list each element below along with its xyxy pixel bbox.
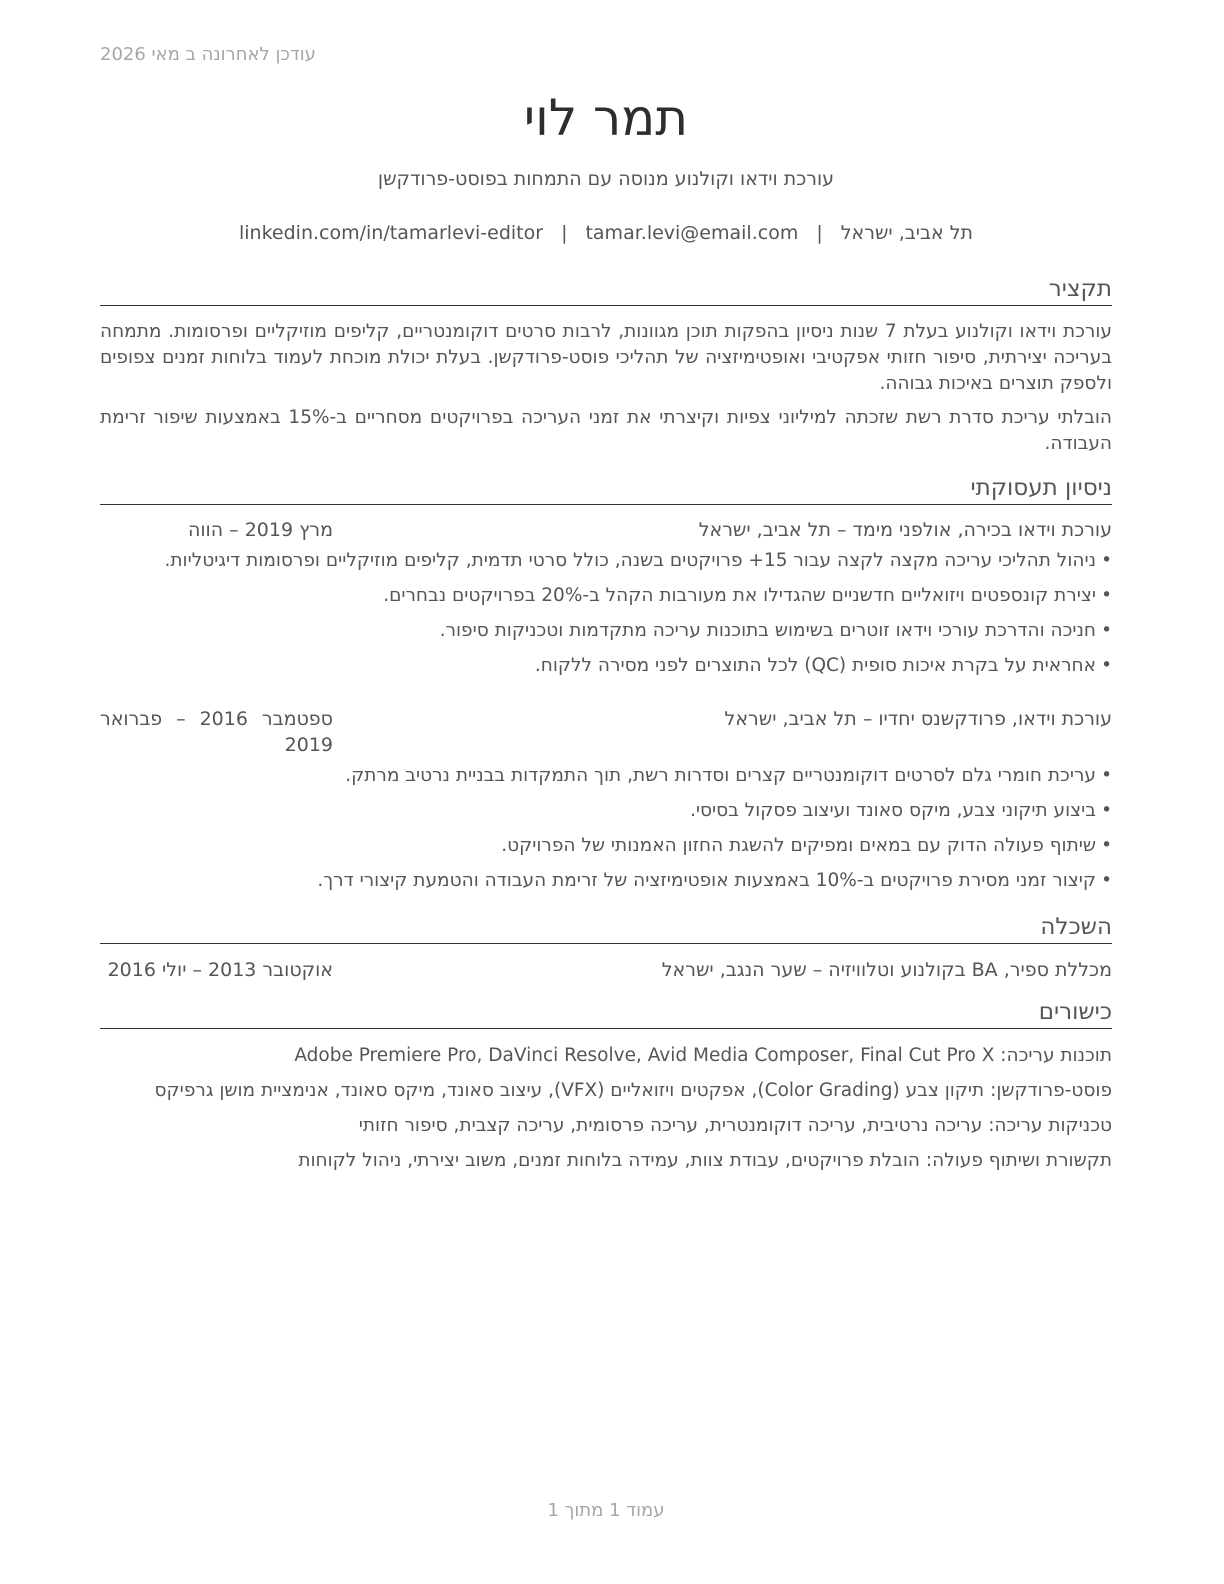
- section-title-skills: כישורים: [100, 997, 1112, 1029]
- page-number: עמוד 1 מתוך 1: [547, 1500, 665, 1521]
- bullet-text: חניכה והדרכת עורכי וידאו זוטרים בשימוש בתוכנות עריכה מתקדמות וטכניקות סיפור.: [439, 620, 1096, 641]
- job-dates: ספטמבר 2016 – פברואר 2019: [100, 708, 333, 756]
- bullet-text: קיצור זמני מסירת פרויקטים ב-10% באמצעות אופטימיזציה של זרימת העבודה והטמעת קיצורי דרך.: [317, 870, 1096, 891]
- contact-email[interactable]: tamar.levi@email.com: [585, 222, 799, 244]
- contact-separator: |: [816, 222, 823, 244]
- list-item: [100, 653, 1112, 688]
- bullet-text: ביצוע תיקוני צבע, מיקס סאונד ועיצוב פסקול בסיסי.: [689, 800, 1096, 821]
- contact-linkedin[interactable]: linkedin.com/in/tamarlevi-editor: [239, 222, 544, 244]
- job-title: עורכת וידאו, פרודקשנס יחדיו – תל אביב, ישראל: [724, 708, 1112, 730]
- candidate-tagline: עורכת וידאו וקולנוע מנוסה עם התמחות בפוסט-פרודקשן: [377, 168, 835, 190]
- section-title-experience: ניסיון תעסוקתי: [100, 473, 1112, 505]
- bullet-text: אחראית על בקרת איכות סופית (QC) לכל התוצרים לפני מסירה ללקוח.: [534, 655, 1096, 676]
- bullet-icon: •: [1101, 765, 1112, 786]
- list-item: [100, 583, 1112, 618]
- bullet-text: שיתוף פעולה הדוק עם במאים ומפיקים להשגת החזון האמנותי של הפרויקט.: [501, 835, 1096, 856]
- bullet-icon: •: [1101, 800, 1112, 821]
- job-bullets: [100, 763, 1112, 903]
- list-item: [100, 833, 1112, 868]
- list-item: [100, 868, 1112, 903]
- skills-row: תקשורת ושיתוף פעולה: הובלת פרויקטים, עבודת צוות, עמידה בלוחות זמנים, משוב יצירתי, ניהול לקוחות: [298, 1150, 1112, 1171]
- skills-row: פוסט-פרודקשן: תיקון צבע (Color Grading), אפקטים ויזואליים (VFX), עיצוב סאונד, מיקס סאונד, אנימציית מושן גרפיקס: [154, 1080, 1112, 1101]
- job-dates: מרץ 2019 – הווה: [187, 519, 333, 541]
- list-item: [100, 798, 1112, 833]
- contact-separator: |: [561, 222, 568, 244]
- bullet-icon: •: [1101, 655, 1112, 676]
- summary-paragraph: הובלתי עריכת סדרת רשת שזכתה למיליוני צפיות וקיצרתי את זמני העריכה בפרויקטים מסחריים ב-15% באמצעות שיפור זרימת העבודה.: [100, 407, 1112, 454]
- bullet-icon: •: [1101, 870, 1112, 891]
- section-title-summary: תקציר: [100, 274, 1112, 306]
- summary-paragraph: עורכת וידאו וקולנוע בעלת 7 שנות ניסיון בהפקות תוכן מגוונות, לרבות סרטים דוקומנטריים, קליפים מוזיקליים ופרסומות. מתמחה בעריכה יצירתית, סיפור חזותי אפקטיבי ואופטימיזציה של תהליכי פוסט-פרודקשן. בעלת יכולת מוכחת לעמוד בלוחות זמנים צפופים ולספק תוצרים באיכות גבוהה.: [100, 321, 1112, 394]
- job-title: עורכת וידאו בכירה, אולפני מימד – תל אביב, ישראל: [698, 519, 1112, 541]
- list-item: [100, 618, 1112, 653]
- job-bullets: [100, 548, 1112, 688]
- bullet-icon: •: [1101, 835, 1112, 856]
- resume-page: [100, 0, 1112, 1584]
- contact-line: [100, 222, 1112, 244]
- skills-row: תוכנות עריכה: Adobe Premiere Pro, DaVinci Resolve, Avid Media Composer, Final Cut Pro X: [294, 1045, 1112, 1066]
- last-updated-note: עודכן לאחרונה ב מאי 2026: [100, 44, 316, 65]
- bullet-text: יצירת קונספטים ויזואליים חדשניים שהגדילו את מעורבות הקהל ב-20% בפרויקטים נבחרים.: [383, 585, 1096, 606]
- section-title-education: השכלה: [100, 912, 1112, 944]
- education-school: מכללת ספיר, BA בקולנוע וטלוויזיה – שער הנגב, ישראל: [661, 959, 1112, 981]
- list-item: [100, 763, 1112, 798]
- contact-location: תל אביב, ישראל: [840, 222, 973, 244]
- bullet-text: ניהול תהליכי עריכה מקצה לקצה עבור 15+ פרויקטים בשנה, כולל סרטי תדמית, קליפים מוזיקליים ופרסומות דיגיטליות.: [164, 550, 1096, 571]
- education-dates: אוקטובר 2013 – יולי 2016: [107, 959, 333, 981]
- skills-list: [100, 1043, 1112, 1183]
- candidate-name: תמר לוי: [523, 89, 689, 147]
- bullet-text: עריכת חומרי גלם לסרטים דוקומנטריים קצרים וסדרות רשת, תוך התמקדות בבניית נרטיב מרתק.: [345, 765, 1096, 786]
- bullet-icon: •: [1101, 585, 1112, 606]
- skills-row: טכניקות עריכה: עריכה נרטיבית, עריכה דוקומנטרית, עריכה פרסומית, עריכה קצבית, סיפור חזותי: [358, 1115, 1112, 1136]
- bullet-icon: •: [1101, 550, 1112, 571]
- list-item: [100, 548, 1112, 583]
- bullet-icon: •: [1101, 620, 1112, 641]
